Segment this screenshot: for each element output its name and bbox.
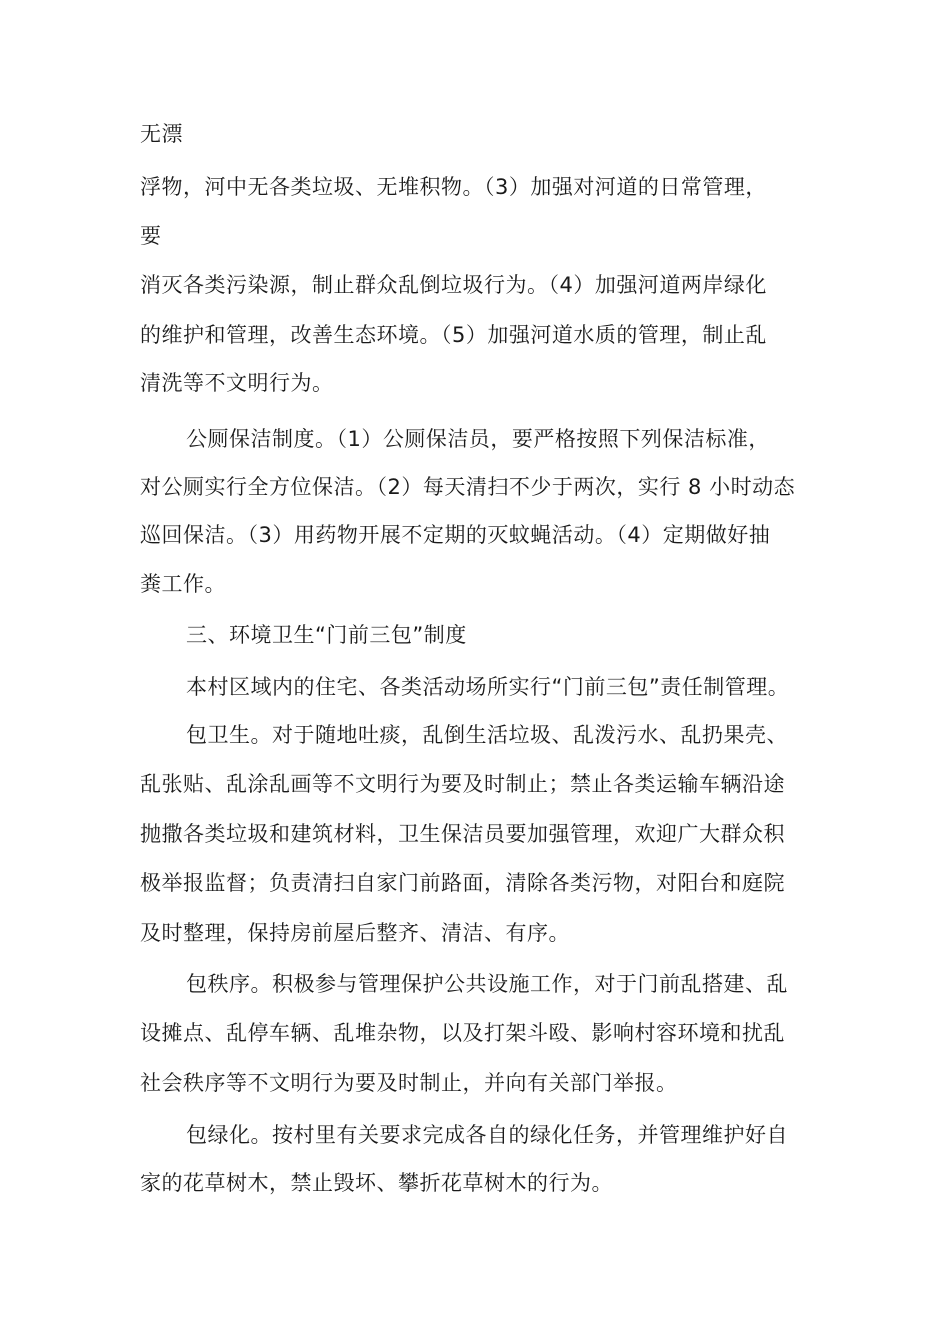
section-heading: 三、环境卫生“门前三包”制度 [186, 623, 467, 647]
text-line: 对公厕实行全方位保洁。（2）每天清扫不少于两次，实行 8 小时动态 [140, 475, 796, 499]
text-line: 抛撒各类垃圾和建筑材料，卫生保洁员要加强管理，欢迎广大群众积 [140, 822, 785, 846]
text-line: 设摊点、乱停车辆、乱堆杂物，以及打架斗殴、影响村容环境和扰乱 [140, 1021, 785, 1045]
text-line: 乱张贴、乱涂乱画等不文明行为要及时制止；禁止各类运输车辆沿途 [140, 772, 785, 796]
text-line: 要 [140, 224, 162, 248]
text-line: 清洗等不文明行为。 [140, 371, 334, 395]
text-line: 极举报监督；负责清扫自家门前路面，清除各类污物，对阳台和庭院 [140, 871, 785, 895]
text-line: 及时整理，保持房前屋后整齐、清洁、有序。 [140, 921, 570, 945]
text-line: 无漂 [140, 122, 183, 146]
text-line: 粪工作。 [140, 572, 226, 596]
paragraph-start: 包卫生。对于随地吐痰，乱倒生活垃圾、乱泼污水、乱扔果壳、 [186, 723, 788, 747]
text-line: 社会秩序等不文明行为要及时制止，并向有关部门举报。 [140, 1071, 678, 1095]
text-line: 浮物，河中无各类垃圾、无堆积物。（3）加强对河道的日常管理， [140, 175, 767, 199]
paragraph-start: 公厕保洁制度。（1）公厕保洁员，要严格按照下列保洁标准， [186, 427, 770, 451]
paragraph-start: 本村区域内的住宅、各类活动场所实行“门前三包”责任制管理。 [186, 675, 790, 699]
text-line: 消灭各类污染源，制止群众乱倒垃圾行为。（4）加强河道两岸绿化 [140, 273, 767, 297]
paragraph-start: 包秩序。积极参与管理保护公共设施工作，对于门前乱搭建、乱 [186, 972, 788, 996]
text-line: 的维护和管理，改善生态环境。（5）加强河道水质的管理，制止乱 [140, 323, 767, 347]
text-line: 巡回保洁。（3）用药物开展不定期的灭蚊蝇活动。（4）定期做好抽 [140, 523, 771, 547]
paragraph-start: 包绿化。按村里有关要求完成各自的绿化任务，并管理维护好自 [186, 1123, 788, 1147]
text-line: 家的花草树木，禁止毁坏、攀折花草树木的行为。 [140, 1171, 613, 1195]
